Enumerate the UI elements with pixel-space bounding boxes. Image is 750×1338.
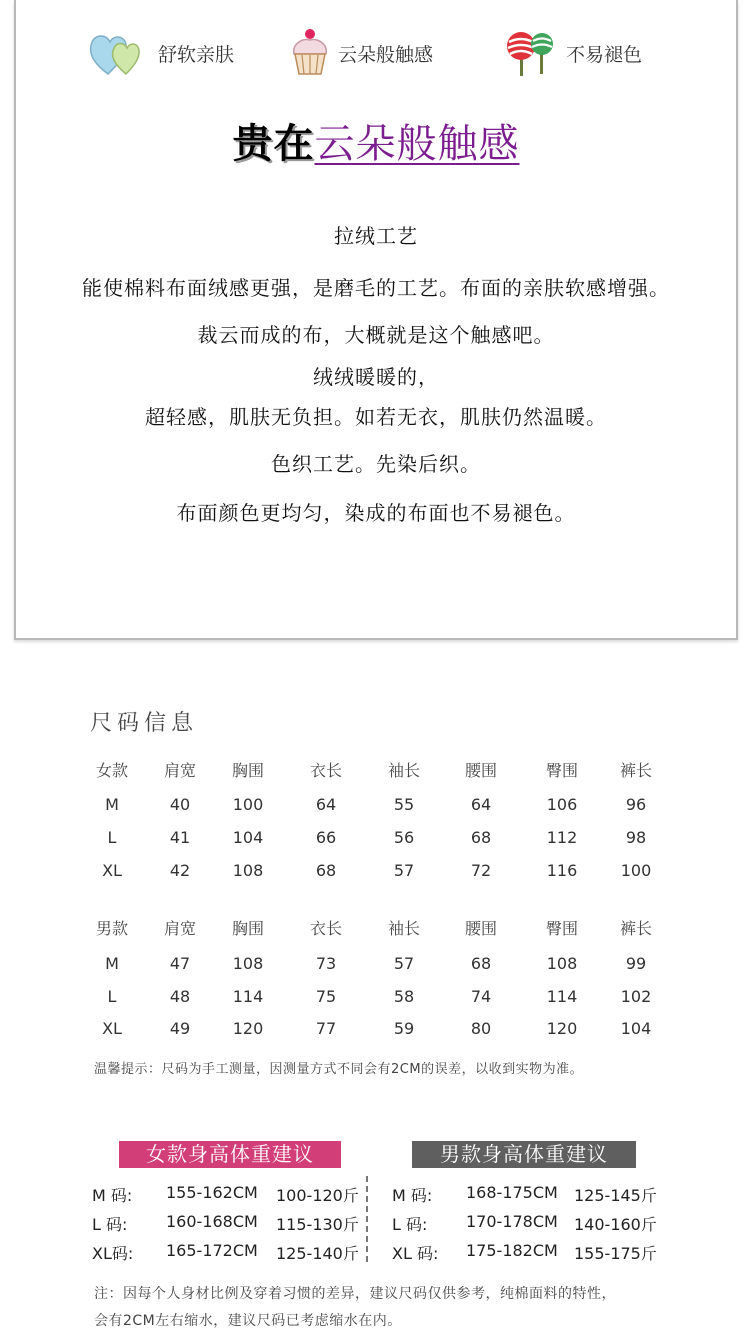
feature-label: 不易褪色 (566, 43, 643, 66)
table-cell: L (107, 987, 117, 1006)
table-cell: XL (102, 1019, 122, 1038)
suggest-weight: 115-130斤 (276, 1215, 359, 1234)
table-cell: 114 (546, 987, 578, 1006)
table-cell: 120 (546, 1019, 578, 1038)
table-cell: 59 (393, 1019, 415, 1038)
table-cell: 48 (169, 987, 191, 1006)
table-cell: 68 (470, 954, 492, 973)
divider (366, 1176, 368, 1262)
suggest-weight: 140-160斤 (574, 1215, 657, 1234)
women-suggest-banner: 女款身高体重建议 (119, 1141, 341, 1168)
measurement-tip: 温馨提示：尺码为手工测量，因测量方式不同会有2CM的误差，以收到实物为准。 (94, 1062, 584, 1077)
header-cell: 肩宽 (163, 761, 197, 780)
table-cell: 41 (169, 828, 191, 847)
table-row (0, 987, 750, 1011)
cupcake-icon (288, 28, 332, 78)
table-cell: 100 (232, 795, 264, 814)
table-row (0, 861, 750, 885)
header-cell: 肩宽 (163, 919, 197, 938)
feature-colorfast (500, 28, 642, 78)
header-cell: 臀围 (545, 761, 579, 780)
men-table-header (0, 916, 750, 940)
table-cell: 98 (625, 828, 647, 847)
headline (16, 118, 736, 170)
feature-card (14, 0, 738, 640)
card-line: 拉绒工艺 (334, 224, 418, 248)
table-cell: 73 (315, 954, 337, 973)
table-cell: 47 (169, 954, 191, 973)
suggest-weight: 100-120斤 (276, 1186, 359, 1205)
hearts-icon (86, 28, 152, 78)
card-line: 色织工艺。先染后织。 (271, 452, 481, 476)
table-cell: XL (102, 861, 122, 880)
suggest-height: 160-168CM (166, 1212, 258, 1231)
card-line: 布面颜色更均匀，染成的布面也不易褪色。 (176, 501, 576, 525)
card-line: 超轻感，肌肤无负担。如若无衣，肌肤仍然温暖。 (145, 405, 607, 429)
header-cell: 衣长 (309, 919, 343, 938)
table-cell: 77 (315, 1019, 337, 1038)
table-row (0, 795, 750, 819)
table-cell: 112 (546, 828, 578, 847)
card-line: 绒绒暖暖的， (313, 365, 439, 389)
table-cell: 108 (232, 861, 264, 880)
table-cell: 58 (393, 987, 415, 1006)
table-cell: 68 (315, 861, 337, 880)
table-cell: 96 (625, 795, 647, 814)
header-cell: 衣长 (309, 761, 343, 780)
table-cell: 49 (169, 1019, 191, 1038)
table-cell: 99 (625, 954, 647, 973)
suggest-size: M 码: (92, 1186, 133, 1205)
card-line: 能使棉料布面绒感更强，是磨毛的工艺。布面的亲肤软感增强。 (82, 276, 670, 300)
table-cell: 108 (546, 954, 578, 973)
table-cell: 114 (232, 987, 264, 1006)
table-cell: 57 (393, 954, 415, 973)
table-cell: 116 (546, 861, 578, 880)
feature-cloud (288, 28, 433, 78)
table-cell: 66 (315, 828, 337, 847)
header-cell: 腰围 (464, 761, 498, 780)
lollipop-icon (500, 28, 560, 78)
suggest-height: 168-175CM (466, 1183, 558, 1202)
headline-prefix: 贵在 (232, 121, 315, 167)
table-row (0, 828, 750, 852)
header-cell: 袖长 (387, 761, 421, 780)
table-cell: 100 (620, 861, 652, 880)
table-cell: 42 (169, 861, 191, 880)
women-table-header (0, 758, 750, 782)
feature-label: 舒软亲肤 (158, 43, 235, 66)
table-cell: 104 (232, 828, 264, 847)
table-cell: 120 (232, 1019, 264, 1038)
size-title: 尺码信息 (90, 711, 199, 736)
feature-label: 云朵般触感 (338, 43, 434, 66)
suggest-height: 165-172CM (166, 1241, 258, 1260)
suggest-size: XL码: (92, 1244, 134, 1263)
note-line: 注：因每个人身材比例及穿着习惯的差异，建议尺码仅供参考，纯棉面料的特性， (94, 1286, 616, 1302)
table-cell: 55 (393, 795, 415, 814)
table-cell: 80 (470, 1019, 492, 1038)
table-cell: L (107, 828, 117, 847)
table-cell: 56 (393, 828, 415, 847)
suggest-weight: 155-175斤 (574, 1244, 657, 1263)
table-cell: M (105, 795, 119, 814)
card-line: 裁云而成的布，大概就是这个触感吧。 (197, 323, 555, 347)
table-cell: 57 (393, 861, 415, 880)
suggest-height: 170-178CM (466, 1212, 558, 1231)
table-cell: 72 (470, 861, 492, 880)
header-cell: 胸围 (231, 761, 265, 780)
table-cell: 106 (546, 795, 578, 814)
table-cell: 64 (315, 795, 337, 814)
header-cell: 臀围 (545, 919, 579, 938)
table-cell: 64 (470, 795, 492, 814)
table-cell: 108 (232, 954, 264, 973)
table-row (0, 954, 750, 978)
table-cell: 68 (470, 828, 492, 847)
suggest-weight: 125-140斤 (276, 1244, 359, 1263)
men-suggest-banner: 男款身高体重建议 (412, 1141, 636, 1168)
header-cell: 腰围 (464, 919, 498, 938)
headline-highlight: 云朵般触感 (314, 121, 520, 167)
header-cell: 男款 (95, 919, 129, 938)
suggest-size: M 码: (392, 1186, 433, 1205)
suggest-height: 155-162CM (166, 1183, 258, 1202)
header-cell: 裤长 (619, 761, 653, 780)
header-cell: 袖长 (387, 919, 421, 938)
table-cell: 104 (620, 1019, 652, 1038)
note-line: 会有2CM左右缩水，建议尺码已考虑缩水在内。 (94, 1313, 402, 1329)
suggest-size: L 码: (392, 1215, 428, 1234)
table-row (0, 1019, 750, 1043)
table-cell: 75 (315, 987, 337, 1006)
header-cell: 裤长 (619, 919, 653, 938)
table-cell: 40 (169, 795, 191, 814)
suggest-height: 175-182CM (466, 1241, 558, 1260)
table-cell: M (105, 954, 119, 973)
table-cell: 74 (470, 987, 492, 1006)
feature-soft (86, 28, 234, 78)
suggest-size: XL 码: (392, 1244, 439, 1263)
header-cell: 胸围 (231, 919, 265, 938)
header-cell: 女款 (95, 761, 129, 780)
suggest-weight: 125-145斤 (574, 1186, 657, 1205)
table-cell: 102 (620, 987, 652, 1006)
suggest-size: L 码: (92, 1215, 128, 1234)
